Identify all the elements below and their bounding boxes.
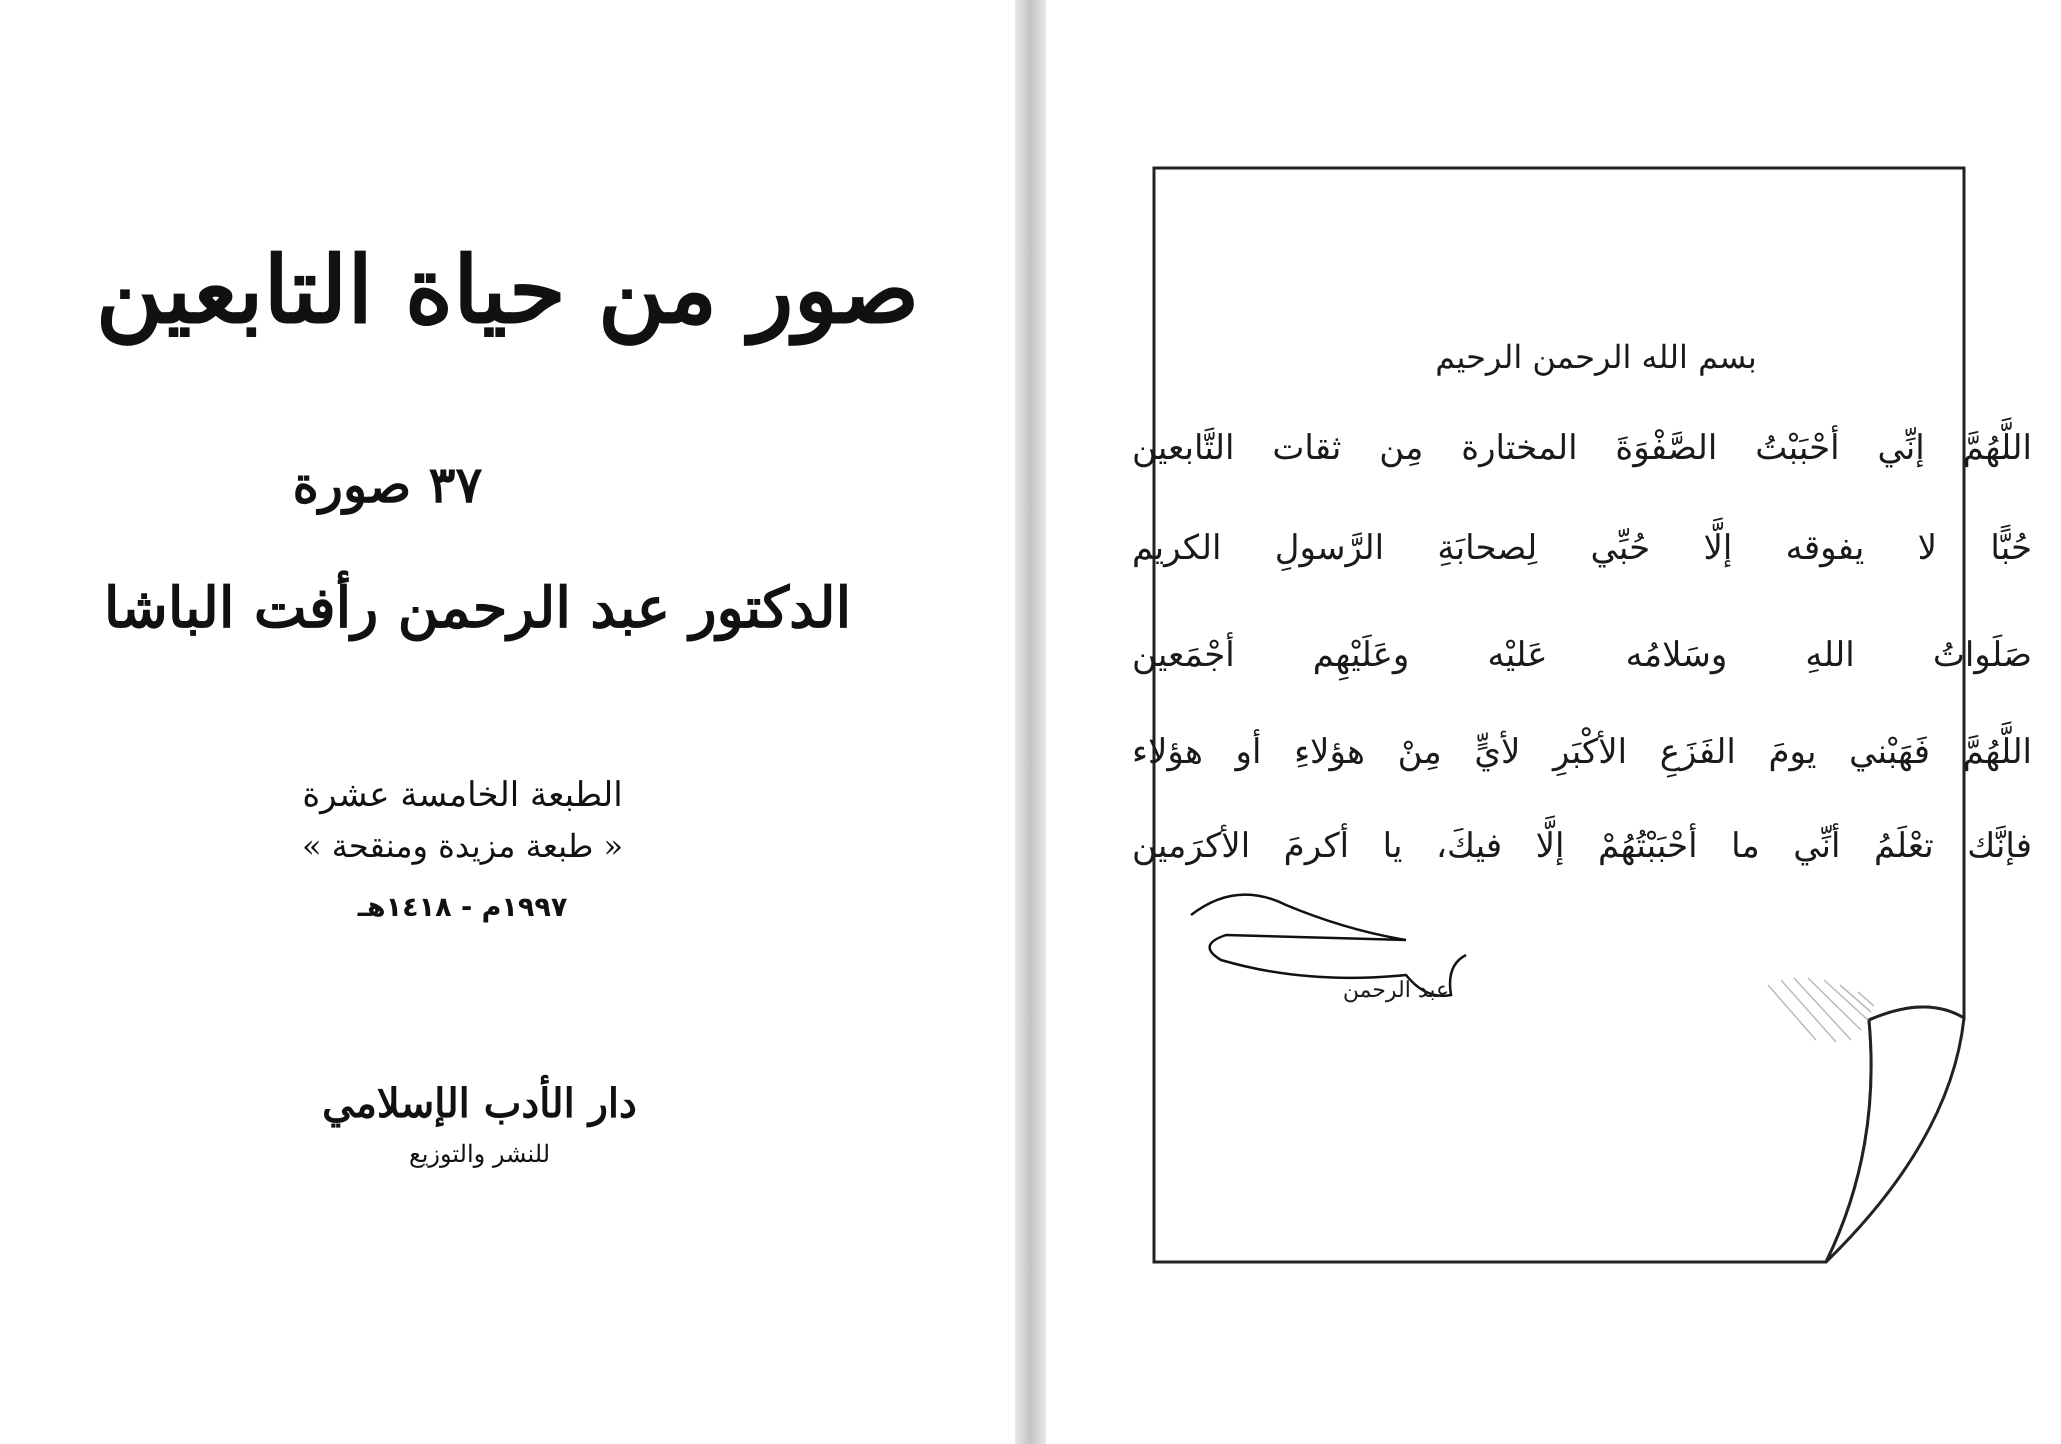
title-page xyxy=(0,0,1015,1444)
publisher-subtitle: للنشر والتوزيع xyxy=(408,1140,551,1168)
publisher-logo-name: دار الأدب الإسلامي xyxy=(322,1080,637,1127)
edition-note: « طبعة مزيدة ومنقحة » xyxy=(301,827,624,865)
book-gutter xyxy=(1015,0,1046,1444)
dedication-page xyxy=(1046,0,2061,1444)
letter-line-2: حُبًّا لا يفوقه إلَّا حُبِّي لِصحابَةِ الرَّسولِ الكريم xyxy=(1132,528,2032,568)
book-title: صور من حياة التابعين xyxy=(95,236,920,344)
letter-line-5: فإنَّك تعْلَمُ أنِّي ما أحْبَبْتُهُمْ إلَّا فيكَ، يا أكرمَ الأكرَمين xyxy=(1132,826,2032,866)
letter-basmala: بسم الله الرحمن الرحيم xyxy=(1435,338,1757,376)
letter-line-4: اللَّهُمَّ فَهَبْني يومَ الفَزَعِ الأكْبَرِ لأيٍّ مِنْ هؤلاءِ أو هؤلاء xyxy=(1132,732,2032,772)
paper-sheet-icon xyxy=(1046,0,2061,1444)
publication-dates: ١٩٩٧م - ١٤١٨هـ xyxy=(357,892,568,923)
signature-name: عبد الرحمن xyxy=(1342,978,1450,1003)
author-name: الدكتور عبد الرحمن رأفت الباشا xyxy=(103,575,852,641)
letter-line-1: اللَّهُمَّ إنِّي أحْبَبْتُ الصَّفْوَةَ المختارة مِن ثقات التَّابعين xyxy=(1132,428,2032,468)
story-count: ٣٧ صورة xyxy=(292,455,483,514)
edition-label: الطبعة الخامسة عشرة xyxy=(302,775,623,815)
letter-line-3: صَلَواتُ اللهِ وسَلامُه عَليْه وعَلَيْهِم أجْمَعين xyxy=(1132,635,2032,675)
